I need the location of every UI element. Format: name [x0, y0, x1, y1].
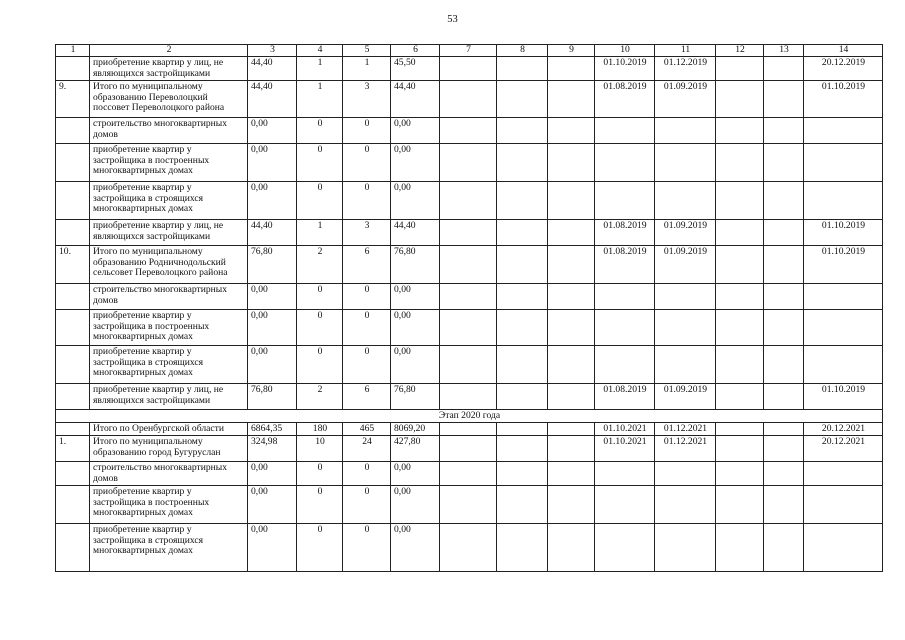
col5-cell: 0 — [343, 284, 391, 310]
table-row — [56, 524, 883, 572]
col9-cell — [548, 423, 595, 436]
col14-cell: 01.10.2019 — [804, 81, 883, 118]
col5-cell: 0 — [343, 182, 391, 220]
stage-label: Этап 2020 года — [56, 410, 883, 423]
col13-cell — [764, 423, 804, 436]
col3-cell: 324,98 — [248, 436, 297, 462]
table-row — [56, 310, 883, 346]
column-header: 13 — [764, 45, 804, 57]
row-number-cell: 10. — [56, 246, 90, 284]
row-label-cell: строительство многоквартирных домов — [90, 462, 248, 486]
col14-cell — [804, 310, 883, 346]
col9-cell — [548, 384, 595, 410]
col7-cell — [440, 57, 497, 81]
column-header: 3 — [248, 45, 297, 57]
column-header: 14 — [804, 45, 883, 57]
col9-cell — [548, 436, 595, 462]
col13-cell — [764, 57, 804, 81]
col3-cell: 0,00 — [248, 182, 297, 220]
col12-cell — [716, 246, 764, 284]
col8-cell — [497, 118, 548, 144]
row-number-cell — [56, 524, 90, 572]
col10-cell: 01.08.2019 — [595, 81, 655, 118]
col8-cell — [497, 220, 548, 246]
col12-cell — [716, 384, 764, 410]
row-number-cell — [56, 144, 90, 182]
column-header: 5 — [343, 45, 391, 57]
col12-cell — [716, 486, 764, 524]
col6-cell: 427,80 — [391, 436, 440, 462]
col6-cell: 0,00 — [391, 118, 440, 144]
col11-cell — [655, 284, 716, 310]
col5-cell: 24 — [343, 436, 391, 462]
col14-cell — [804, 486, 883, 524]
col7-cell — [440, 81, 497, 118]
col13-cell — [764, 524, 804, 572]
col13-cell — [764, 81, 804, 118]
col4-cell: 0 — [297, 118, 343, 144]
col7-cell — [440, 284, 497, 310]
col11-cell — [655, 144, 716, 182]
col14-cell: 01.10.2019 — [804, 246, 883, 284]
col10-cell — [595, 144, 655, 182]
col5-cell: 3 — [343, 81, 391, 118]
col10-cell — [595, 182, 655, 220]
col7-cell — [440, 118, 497, 144]
col14-cell — [804, 118, 883, 144]
col9-cell — [548, 346, 595, 384]
col10-cell: 01.08.2019 — [595, 246, 655, 284]
col4-cell: 10 — [297, 436, 343, 462]
col13-cell — [764, 346, 804, 384]
col14-cell — [804, 182, 883, 220]
row-number-cell — [56, 182, 90, 220]
col3-cell: 0,00 — [248, 346, 297, 384]
col6-cell: 8069,20 — [391, 423, 440, 436]
col11-cell — [655, 182, 716, 220]
col5-cell: 0 — [343, 486, 391, 524]
col4-cell: 0 — [297, 346, 343, 384]
col13-cell — [764, 486, 804, 524]
col4-cell: 0 — [297, 144, 343, 182]
col11-cell: 01.09.2019 — [655, 246, 716, 284]
col11-cell — [655, 524, 716, 572]
col8-cell — [497, 182, 548, 220]
col7-cell — [440, 310, 497, 346]
column-header: 4 — [297, 45, 343, 57]
table-row — [56, 423, 883, 436]
col13-cell — [764, 220, 804, 246]
col4-cell: 0 — [297, 486, 343, 524]
row-label-cell: приобретение квартир у застройщика в строящихся многоквартирных домах — [90, 524, 248, 572]
col13-cell — [764, 436, 804, 462]
row-label-cell: приобретение квартир у лиц, не являющихся застройщиками — [90, 384, 248, 410]
col8-cell — [497, 384, 548, 410]
column-header: 10 — [595, 45, 655, 57]
col9-cell — [548, 486, 595, 524]
col6-cell: 0,00 — [391, 486, 440, 524]
row-label-cell: приобретение квартир у застройщика в построенных многоквартирных домах — [90, 310, 248, 346]
col10-cell: 01.10.2019 — [595, 57, 655, 81]
col7-cell — [440, 144, 497, 182]
col14-cell — [804, 144, 883, 182]
col14-cell — [804, 462, 883, 486]
col3-cell: 44,40 — [248, 57, 297, 81]
col9-cell — [548, 310, 595, 346]
column-header: 6 — [391, 45, 440, 57]
col7-cell — [440, 486, 497, 524]
col3-cell: 0,00 — [248, 524, 297, 572]
col8-cell — [497, 346, 548, 384]
col14-cell: 01.10.2019 — [804, 384, 883, 410]
col9-cell — [548, 284, 595, 310]
row-number-cell: 1. — [56, 436, 90, 462]
col9-cell — [548, 81, 595, 118]
col11-cell: 01.09.2019 — [655, 384, 716, 410]
row-label-cell: Итого по муниципальному образованию город Бугуруслан — [90, 436, 248, 462]
col3-cell: 44,40 — [248, 81, 297, 118]
row-label-cell: приобретение квартир у лиц, не являющихся застройщиками — [90, 220, 248, 246]
col5-cell: 465 — [343, 423, 391, 436]
table-row — [56, 220, 883, 246]
col7-cell — [440, 182, 497, 220]
col9-cell — [548, 57, 595, 81]
col11-cell — [655, 346, 716, 384]
row-number-cell — [56, 384, 90, 410]
col11-cell: 01.12.2021 — [655, 423, 716, 436]
col8-cell — [497, 284, 548, 310]
data-table — [55, 44, 883, 572]
row-label-cell: строительство многоквартирных домов — [90, 284, 248, 310]
col5-cell: 0 — [343, 310, 391, 346]
row-label-cell: приобретение квартир у лиц, не являющихся застройщиками — [90, 57, 248, 81]
row-label-cell: строительство многоквартирных домов — [90, 118, 248, 144]
col12-cell — [716, 284, 764, 310]
col7-cell — [440, 346, 497, 384]
col6-cell: 0,00 — [391, 144, 440, 182]
table-row — [56, 144, 883, 182]
col5-cell: 0 — [343, 118, 391, 144]
row-number-cell — [56, 220, 90, 246]
col7-cell — [440, 462, 497, 486]
row-number-cell — [56, 462, 90, 486]
col10-cell: 01.10.2021 — [595, 423, 655, 436]
row-number-cell — [56, 284, 90, 310]
row-label-cell: приобретение квартир у застройщика в построенных многоквартирных домах — [90, 486, 248, 524]
col5-cell: 6 — [343, 246, 391, 284]
col14-cell: 01.10.2019 — [804, 220, 883, 246]
column-header: 12 — [716, 45, 764, 57]
col3-cell: 0,00 — [248, 310, 297, 346]
col12-cell — [716, 182, 764, 220]
col13-cell — [764, 118, 804, 144]
row-number-cell: 9. — [56, 81, 90, 118]
col14-cell: 20.12.2021 — [804, 423, 883, 436]
col6-cell: 0,00 — [391, 462, 440, 486]
col4-cell: 0 — [297, 284, 343, 310]
col11-cell: 01.12.2019 — [655, 57, 716, 81]
col8-cell — [497, 486, 548, 524]
table-row — [56, 81, 883, 118]
col8-cell — [497, 81, 548, 118]
col5-cell: 0 — [343, 524, 391, 572]
row-label-cell: Итого по муниципальному образованию Родничнодольский сельсовет Переволоцкого района — [90, 246, 248, 284]
col8-cell — [497, 462, 548, 486]
col12-cell — [716, 118, 764, 144]
col9-cell — [548, 220, 595, 246]
col9-cell — [548, 462, 595, 486]
col4-cell: 2 — [297, 384, 343, 410]
col12-cell — [716, 524, 764, 572]
col13-cell — [764, 462, 804, 486]
col12-cell — [716, 462, 764, 486]
col13-cell — [764, 284, 804, 310]
col3-cell: 0,00 — [248, 284, 297, 310]
col5-cell: 1 — [343, 57, 391, 81]
col14-cell — [804, 524, 883, 572]
col11-cell — [655, 310, 716, 346]
col14-cell: 20.12.2021 — [804, 436, 883, 462]
col3-cell: 76,80 — [248, 384, 297, 410]
col10-cell — [595, 310, 655, 346]
col7-cell — [440, 246, 497, 284]
col12-cell — [716, 220, 764, 246]
col5-cell: 0 — [343, 462, 391, 486]
col3-cell: 0,00 — [248, 144, 297, 182]
col11-cell — [655, 486, 716, 524]
col9-cell — [548, 524, 595, 572]
table-row — [56, 182, 883, 220]
col12-cell — [716, 81, 764, 118]
col13-cell — [764, 182, 804, 220]
col13-cell — [764, 384, 804, 410]
col3-cell: 0,00 — [248, 118, 297, 144]
col8-cell — [497, 436, 548, 462]
col4-cell: 1 — [297, 220, 343, 246]
col12-cell — [716, 57, 764, 81]
col10-cell: 01.10.2021 — [595, 436, 655, 462]
col12-cell — [716, 310, 764, 346]
col7-cell — [440, 220, 497, 246]
page-number: 53 — [447, 14, 458, 25]
col4-cell: 0 — [297, 524, 343, 572]
column-header: 2 — [90, 45, 248, 57]
col4-cell: 1 — [297, 81, 343, 118]
row-number-cell — [56, 346, 90, 384]
col11-cell: 01.09.2019 — [655, 220, 716, 246]
col7-cell — [440, 524, 497, 572]
col6-cell: 44,40 — [391, 220, 440, 246]
col6-cell: 0,00 — [391, 182, 440, 220]
col13-cell — [764, 310, 804, 346]
col4-cell: 180 — [297, 423, 343, 436]
col8-cell — [497, 310, 548, 346]
col6-cell: 76,80 — [391, 384, 440, 410]
stage-row — [56, 410, 883, 423]
table-row — [56, 57, 883, 81]
column-header: 8 — [497, 45, 548, 57]
col6-cell: 0,00 — [391, 346, 440, 384]
col5-cell: 6 — [343, 384, 391, 410]
row-label-cell: Итого по Оренбургской области — [90, 423, 248, 436]
col5-cell: 0 — [343, 346, 391, 384]
table-row — [56, 462, 883, 486]
column-header: 11 — [655, 45, 716, 57]
col6-cell: 45,50 — [391, 57, 440, 81]
col14-cell: 20.12.2019 — [804, 57, 883, 81]
col9-cell — [548, 182, 595, 220]
row-label-cell: приобретение квартир у застройщика в построенных многоквартирных домах — [90, 144, 248, 182]
col14-cell — [804, 284, 883, 310]
table-row — [56, 118, 883, 144]
col3-cell: 44,40 — [248, 220, 297, 246]
col13-cell — [764, 144, 804, 182]
col3-cell: 6864,35 — [248, 423, 297, 436]
col10-cell — [595, 118, 655, 144]
col3-cell: 0,00 — [248, 462, 297, 486]
col10-cell: 01.08.2019 — [595, 384, 655, 410]
table-row — [56, 486, 883, 524]
table-row — [56, 284, 883, 310]
col12-cell — [716, 144, 764, 182]
col3-cell: 0,00 — [248, 486, 297, 524]
col4-cell: 0 — [297, 310, 343, 346]
column-header: 9 — [548, 45, 595, 57]
col14-cell — [804, 346, 883, 384]
header-row — [56, 45, 883, 57]
col3-cell: 76,80 — [248, 246, 297, 284]
col10-cell — [595, 284, 655, 310]
col12-cell — [716, 423, 764, 436]
col7-cell — [440, 423, 497, 436]
row-number-cell — [56, 423, 90, 436]
col8-cell — [497, 57, 548, 81]
col9-cell — [548, 144, 595, 182]
row-number-cell — [56, 310, 90, 346]
col6-cell: 44,40 — [391, 81, 440, 118]
col10-cell — [595, 486, 655, 524]
row-number-cell — [56, 118, 90, 144]
col4-cell: 2 — [297, 246, 343, 284]
col9-cell — [548, 118, 595, 144]
row-number-cell — [56, 486, 90, 524]
col10-cell: 01.08.2019 — [595, 220, 655, 246]
row-label-cell: Итого по муниципальному образованию Переволоцкий поссовет Переволоцкого района — [90, 81, 248, 118]
col4-cell: 0 — [297, 182, 343, 220]
table-row — [56, 346, 883, 384]
col7-cell — [440, 384, 497, 410]
col6-cell: 0,00 — [391, 284, 440, 310]
col8-cell — [497, 524, 548, 572]
col5-cell: 0 — [343, 144, 391, 182]
col6-cell: 0,00 — [391, 310, 440, 346]
col5-cell: 3 — [343, 220, 391, 246]
col11-cell: 01.09.2019 — [655, 81, 716, 118]
col4-cell: 0 — [297, 462, 343, 486]
col9-cell — [548, 246, 595, 284]
col7-cell — [440, 436, 497, 462]
row-label-cell: приобретение квартир у застройщика в строящихся многоквартирных домах — [90, 346, 248, 384]
col11-cell — [655, 118, 716, 144]
col8-cell — [497, 144, 548, 182]
col6-cell: 0,00 — [391, 524, 440, 572]
row-label-cell: приобретение квартир у застройщика в строящихся многоквартирных домах — [90, 182, 248, 220]
col8-cell — [497, 246, 548, 284]
col8-cell — [497, 423, 548, 436]
col11-cell — [655, 462, 716, 486]
col12-cell — [716, 346, 764, 384]
col12-cell — [716, 436, 764, 462]
col6-cell: 76,80 — [391, 246, 440, 284]
column-header: 7 — [440, 45, 497, 57]
col13-cell — [764, 246, 804, 284]
table-row — [56, 384, 883, 410]
col10-cell — [595, 462, 655, 486]
table-row — [56, 246, 883, 284]
col10-cell — [595, 524, 655, 572]
col10-cell — [595, 346, 655, 384]
col4-cell: 1 — [297, 57, 343, 81]
table-row — [56, 436, 883, 462]
col11-cell: 01.12.2021 — [655, 436, 716, 462]
column-header: 1 — [56, 45, 90, 57]
row-number-cell — [56, 57, 90, 81]
